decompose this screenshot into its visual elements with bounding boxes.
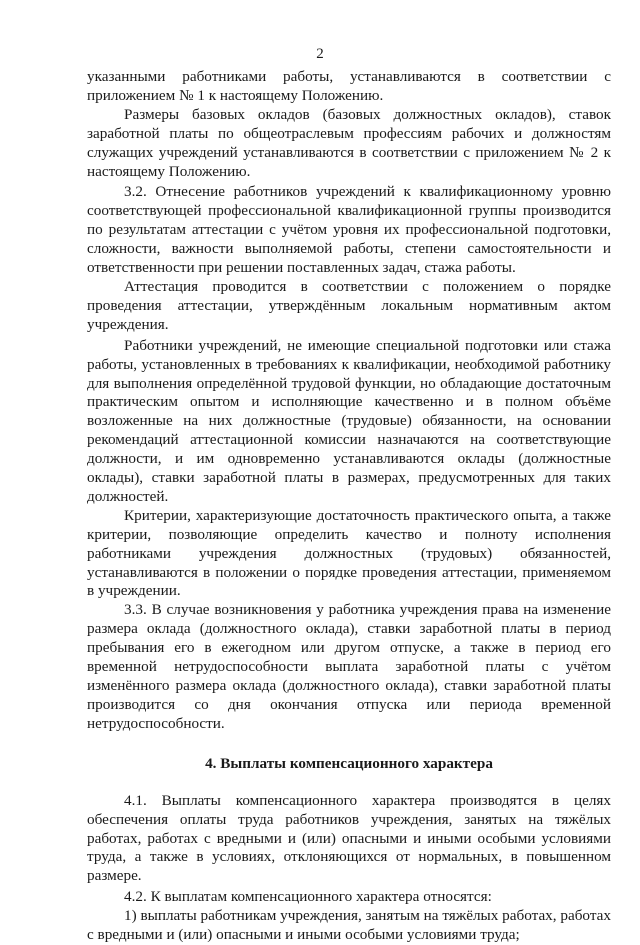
paragraph: Критерии, характеризующие достаточность практического опыта, а также критерии, позволяющие определить качество и полноту исполнения работниками учреждения должностных (трудовых) обязанностей, устанавливаются в положении о порядке проведения аттестации, применяемом в учреждении.	[87, 506, 611, 600]
paragraph-clause-3-3: 3.3. В случае возникновения у работника учреждения права на изменение размера оклада (должностного оклада), ставки заработной платы в период пребывания его в ежегодном или другом отпуске, а также в период его временной нетрудоспособности выплата заработной платы с учётом изменённого размера оклада (должностного оклада), ставки заработной платы производится со дня окончания отпуска или периода временной нетрудоспособности.	[87, 601, 611, 732]
paragraph: Размеры базовых окладов (базовых должностных окладов), ставок заработной платы по общеотраслевым профессиям рабочих и должностям служащих учреждений устанавливаются в соответствии с приложением № 2 к настоящему Положению.	[87, 105, 611, 180]
document-body	[87, 68, 611, 945]
paragraph-clause-4-1: 4.1. Выплаты компенсационного характера производятся в целях обеспечения оплаты труда работников учреждения, занятых на тяжёлых работах, работах с вредными и (или) опасными и иными особыми условиями труда, а также в условиях, отклоняющихся от нормальных, в повышенном размере.	[87, 791, 611, 885]
section-heading: 4. Выплаты компенсационного характера	[205, 754, 493, 772]
paragraph-clause-3-2: 3.2. Отнесение работников учреждений к квалификационному уровню соответствующей профессиональной квалификационной группы производится по результатам аттестации с учётом уровня их профессиональной подготовки, сложности, важности выполняемой работы, степени самостоятельности и ответственности при решении поставленных задач, стажа работы.	[87, 183, 611, 277]
paragraph-clause-4-2: 4.2. К выплатам компенсационного характера относятся:	[124, 888, 492, 906]
paragraph: Аттестация проводится в соответствии с положением о порядке проведения аттестации, утверждённым локальным нормативным актом учреждения.	[87, 277, 611, 333]
paragraph: Работники учреждений, не имеющие специальной подготовки или стажа работы, установленных в требованиях к квалификации, необходимой работнику для выполнения определённой трудовой функции, но обладающие достаточным практическим опытом и исполняющие качественно и в полном объёме возложенные на них должностные (трудовые) обязанности, на основании рекомендаций аттестационной комиссии назначаются на соответствующие должности, и им одновременно устанавливаются оклады (должностные оклады), ставки заработной платы в размерах, предусмотренных для таких должностей.	[87, 336, 611, 505]
page-number: 2	[316, 46, 324, 62]
paragraph: указанными работниками работы, устанавливаются в соответствии с приложением № 1 к настоящему Положению.	[87, 68, 611, 104]
paragraph-list-item-1: 1) выплаты работникам учреждения, занятым на тяжёлых работах, работах с вредными и (или) опасными и иными особыми условиями труда;	[87, 907, 611, 944]
